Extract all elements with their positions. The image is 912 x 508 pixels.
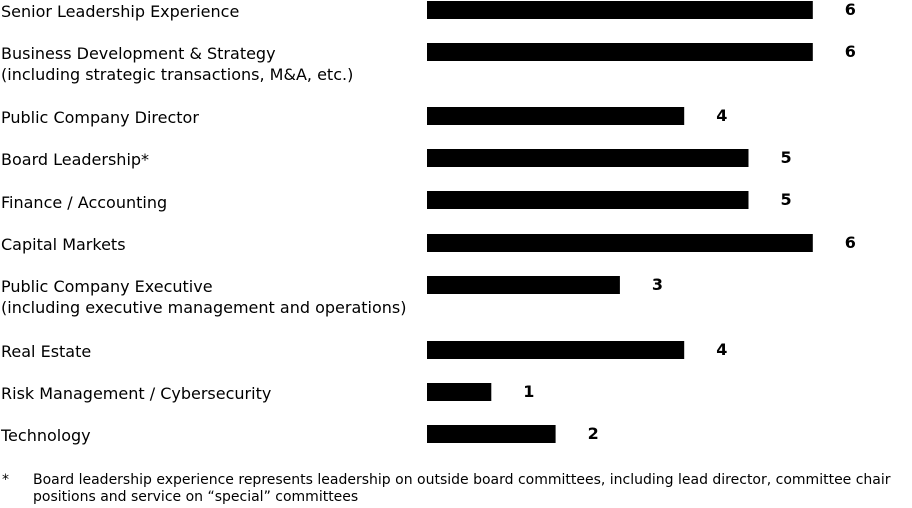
value-label: 5	[780, 190, 792, 209]
bar	[427, 341, 684, 359]
category-label	[1, 2, 239, 21]
category-label-line: Finance / Accounting	[1, 193, 168, 212]
category-label-line: Risk Management / Cybersecurity	[1, 384, 272, 403]
value-label: 3	[651, 275, 664, 294]
value-label: 6	[844, 233, 856, 252]
bar	[427, 43, 813, 61]
category-label-line: Public Company Director	[1, 108, 199, 127]
value-label: 1	[523, 382, 535, 401]
category-label	[1, 277, 406, 317]
category-label	[1, 384, 271, 403]
category-label	[1, 342, 91, 361]
category-label	[1, 193, 167, 212]
category-label	[1, 150, 149, 169]
value-label: 6	[844, 42, 856, 61]
value-label: 5	[780, 148, 792, 167]
category-label-line: Real Estate	[1, 342, 92, 361]
category-label-line: (including executive management and operations)	[1, 298, 407, 317]
value-label: 6	[844, 0, 856, 19]
value-label: 4	[716, 106, 728, 125]
bar	[427, 276, 620, 294]
category-label	[1, 235, 126, 254]
footnote-mark: *	[2, 472, 9, 488]
bar	[427, 1, 813, 19]
value-label: 4	[716, 340, 728, 359]
category-label-line: Board Leadership*	[1, 150, 150, 169]
category-label-line: Public Company Executive	[1, 277, 213, 296]
bar	[427, 425, 556, 443]
category-label	[1, 108, 199, 127]
category-label	[0, 426, 91, 445]
footnote-text: Board leadership experience represents leadership on outside board committees, including lead director, committee chair positions and service on “special” committees	[33, 472, 891, 505]
category-label-line: (including strategic transactions, M&A, etc.)	[1, 65, 354, 84]
category-label-line: Capital Markets	[1, 235, 126, 254]
bar	[427, 191, 749, 209]
bar	[427, 107, 684, 125]
value-label: 2	[587, 424, 599, 443]
category-label-line: Business Development & Strategy	[1, 44, 276, 63]
bar	[427, 383, 491, 401]
category-label-line: Senior Leadership Experience	[1, 2, 240, 21]
bar	[427, 149, 749, 167]
category-label	[1, 44, 353, 84]
bar	[427, 234, 813, 252]
category-label-line: Technology	[1, 426, 91, 445]
